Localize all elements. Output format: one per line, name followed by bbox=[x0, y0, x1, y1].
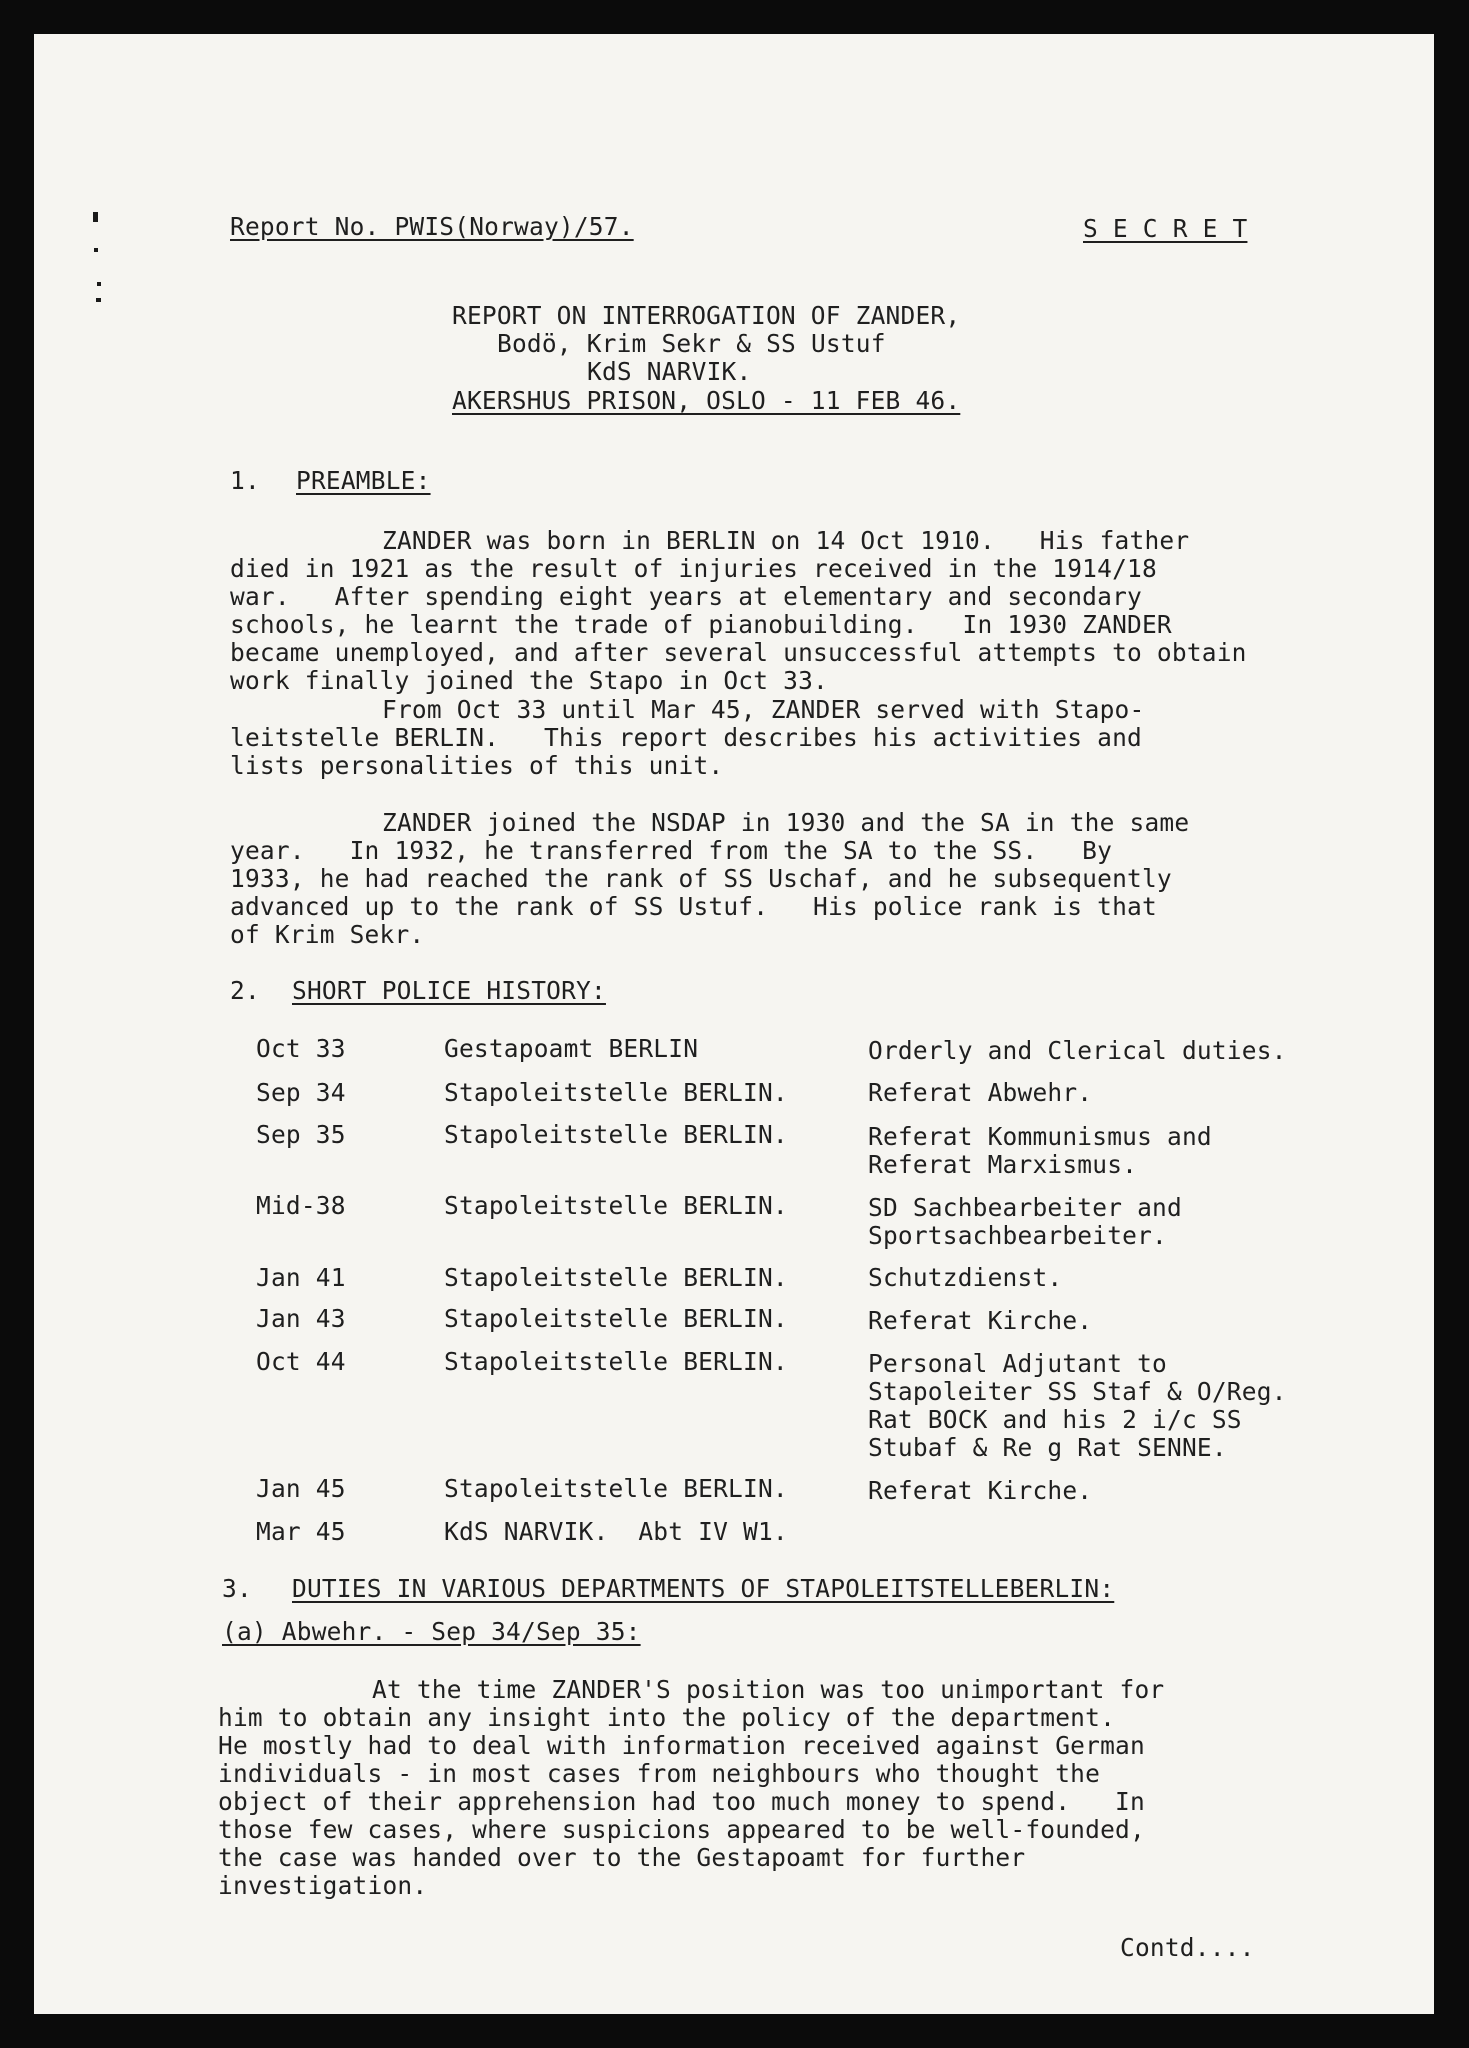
paragraph-line: those few cases, where suspicions appeared to be well-founded, bbox=[218, 1815, 1145, 1844]
title-line: KdS NARVIK. bbox=[587, 357, 752, 386]
history-duty: Referat Kommunismus and bbox=[868, 1122, 1212, 1151]
paragraph-line: lists personalities of this unit. bbox=[230, 751, 724, 780]
paragraph-line: year. In 1932, he transferred from the SA to the SS. By bbox=[230, 836, 1113, 865]
history-date: Oct 33 bbox=[256, 1034, 346, 1063]
history-duty: SD Sachbearbeiter and bbox=[868, 1193, 1182, 1222]
history-duty: Rat BOCK and his 2 i/c SS bbox=[868, 1405, 1242, 1434]
paragraph-line: schools, he learnt the trade of pianobuilding. In 1930 ZANDER bbox=[230, 610, 1172, 639]
paragraph-line: 1933, he had reached the rank of SS Uschaf, and he subsequently bbox=[230, 864, 1172, 893]
title-line: AKERSHUS PRISON, OSLO - 11 FEB 46. bbox=[452, 386, 961, 415]
history-date: Jan 43 bbox=[256, 1304, 346, 1333]
history-unit: Stapoleitstelle BERLIN. bbox=[444, 1347, 788, 1376]
history-date: Oct 44 bbox=[256, 1347, 346, 1376]
subsection-heading: (a) Abwehr. - Sep 34/Sep 35: bbox=[222, 1617, 641, 1646]
history-duty: Sportsachbearbeiter. bbox=[868, 1221, 1168, 1250]
continued-marker: Contd.... bbox=[1120, 1933, 1255, 1962]
history-unit: KdS NARVIK. Abt IV W1. bbox=[444, 1517, 788, 1546]
history-date: Mid-38 bbox=[256, 1191, 346, 1220]
section-number: 2. bbox=[230, 976, 260, 1005]
paragraph-line: became unemployed, and after several unsuccessful attempts to obtain bbox=[230, 638, 1247, 667]
paragraph-line: the case was handed over to the Gestapoamt for further bbox=[218, 1843, 1026, 1872]
history-date: Sep 34 bbox=[256, 1078, 346, 1107]
section-heading: SHORT POLICE HISTORY: bbox=[292, 976, 606, 1005]
history-duty: Referat Marxismus. bbox=[868, 1150, 1138, 1179]
classification-marking: S E C R E T bbox=[1083, 214, 1248, 243]
history-unit: Stapoleitstelle BERLIN. bbox=[444, 1263, 788, 1292]
margin-mark bbox=[93, 212, 98, 222]
history-unit: Stapoleitstelle BERLIN. bbox=[444, 1078, 788, 1107]
history-unit: Stapoleitstelle BERLIN. bbox=[444, 1474, 788, 1503]
title-line: REPORT ON INTERROGATION OF ZANDER, bbox=[452, 301, 961, 330]
paragraph-line: He mostly had to deal with information received against German bbox=[218, 1731, 1145, 1760]
paragraph-line: him to obtain any insight into the policy of the department. bbox=[218, 1703, 1116, 1732]
paragraph-line: investigation. bbox=[218, 1871, 428, 1900]
paragraph-line: work finally joined the Stapo in Oct 33. bbox=[230, 666, 829, 695]
paragraph-line: individuals - in most cases from neighbours who thought the bbox=[218, 1759, 1101, 1788]
history-duty: Stubaf & Re g Rat SENNE. bbox=[868, 1433, 1227, 1462]
history-duty: Referat Kirche. bbox=[868, 1476, 1093, 1505]
section-number: 3. bbox=[222, 1574, 252, 1603]
paragraph-line: war. After spending eight years at elementary and secondary bbox=[230, 582, 1142, 611]
history-duty: Schutzdienst. bbox=[868, 1263, 1063, 1292]
history-unit: Gestapoamt BERLIN bbox=[444, 1034, 699, 1063]
section-number: 1. bbox=[230, 466, 260, 495]
margin-mark bbox=[94, 248, 98, 252]
history-date: Sep 35 bbox=[256, 1120, 346, 1149]
paragraph-line: ZANDER was born in BERLIN on 14 Oct 1910. His father bbox=[382, 526, 1190, 555]
paragraph-line: From Oct 33 until Mar 45, ZANDER served with Stapo- bbox=[382, 695, 1145, 724]
paragraph-line: At the time ZANDER'S position was too unimportant for bbox=[372, 1675, 1165, 1704]
paragraph-line: of Krim Sekr. bbox=[230, 920, 425, 949]
history-duty: Referat Abwehr. bbox=[868, 1078, 1093, 1107]
report-number: Report No. PWIS(Norway)/57. bbox=[230, 212, 634, 241]
paragraph-line: died in 1921 as the result of injuries received in the 1914/18 bbox=[230, 554, 1157, 583]
paragraph-line: advanced up to the rank of SS Ustuf. His police rank is that bbox=[230, 892, 1157, 921]
history-duty: Personal Adjutant to bbox=[868, 1349, 1168, 1378]
history-unit: Stapoleitstelle BERLIN. bbox=[444, 1191, 788, 1220]
history-unit: Stapoleitstelle BERLIN. bbox=[444, 1304, 788, 1333]
history-date: Jan 41 bbox=[256, 1263, 346, 1292]
section-heading: PREAMBLE: bbox=[296, 466, 431, 495]
paragraph-line: object of their apprehension had too much money to spend. In bbox=[218, 1787, 1145, 1816]
history-date: Jan 45 bbox=[256, 1474, 346, 1503]
paragraph-line: ZANDER joined the NSDAP in 1930 and the SA in the same bbox=[382, 808, 1190, 837]
section-heading: DUTIES IN VARIOUS DEPARTMENTS OF STAPOLEITSTELLEBERLIN: bbox=[292, 1574, 1115, 1603]
margin-mark bbox=[96, 298, 101, 302]
history-duty: Orderly and Clerical duties. bbox=[868, 1036, 1287, 1065]
history-unit: Stapoleitstelle BERLIN. bbox=[444, 1120, 788, 1149]
history-duty: Stapoleiter SS Staf & O/Reg. bbox=[868, 1377, 1287, 1406]
paragraph-line: leitstelle BERLIN. This report describes his activities and bbox=[230, 723, 1142, 752]
title-line: Bodö, Krim Sekr & SS Ustuf bbox=[497, 329, 886, 358]
history-date: Mar 45 bbox=[256, 1517, 346, 1546]
history-duty: Referat Kirche. bbox=[868, 1306, 1093, 1335]
margin-mark bbox=[97, 282, 101, 286]
